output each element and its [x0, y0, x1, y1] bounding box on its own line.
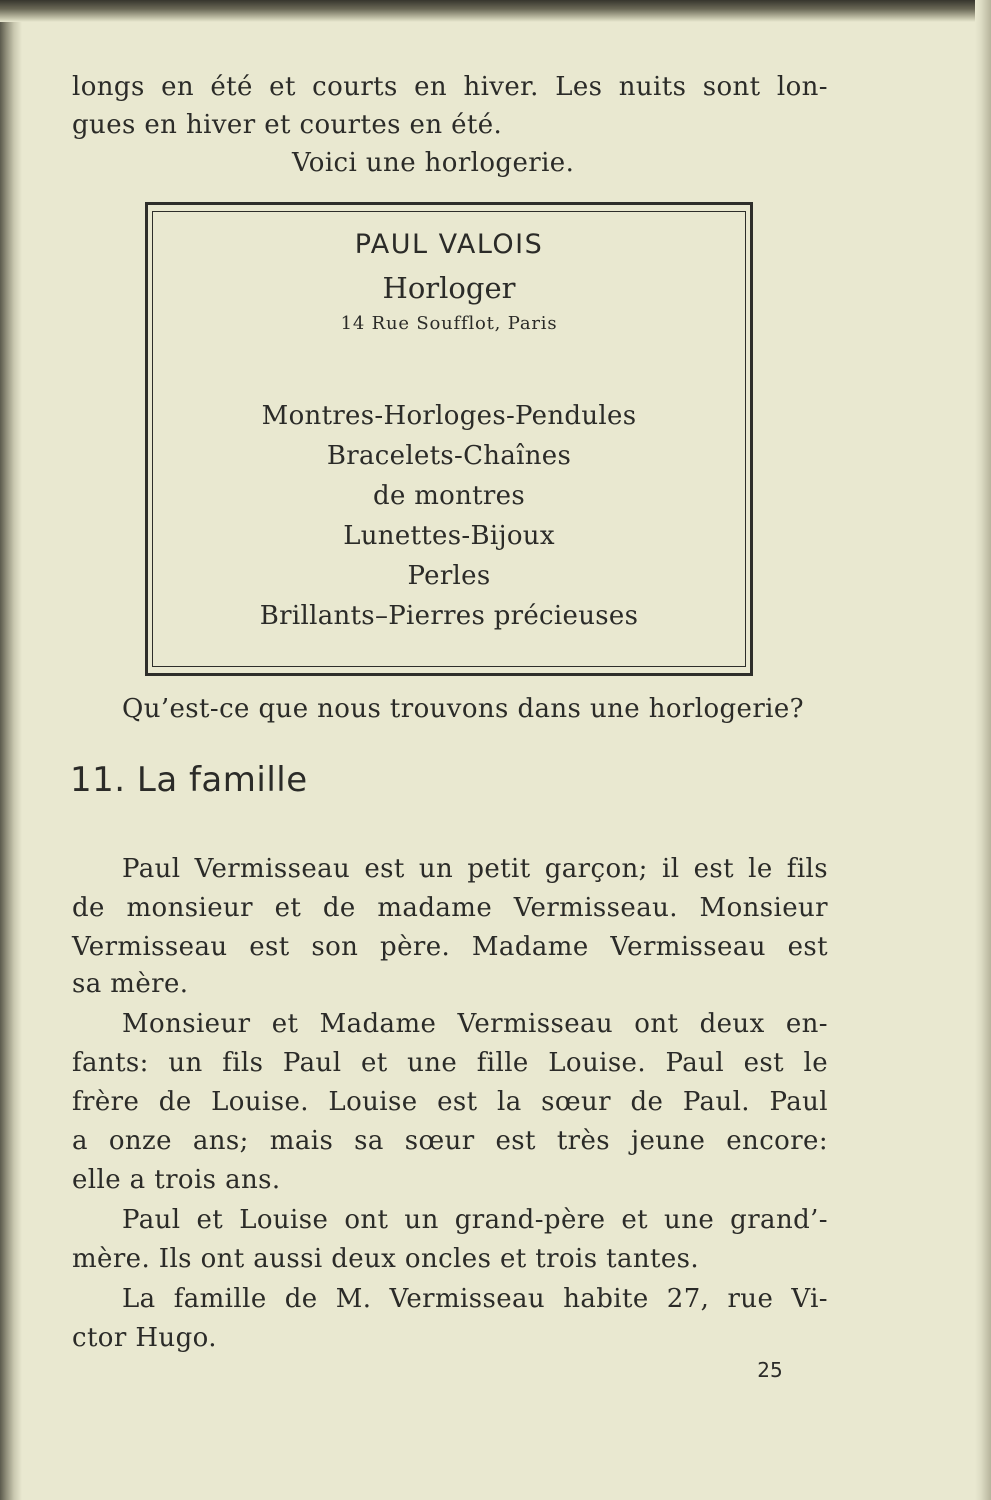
shop-trade: Horloger — [382, 271, 516, 305]
paragraph-line: fants: un fils Paul et une fille Louise. Paul est le — [72, 1048, 828, 1078]
paragraph-line: Vermisseau est son père. Madame Vermisseau est — [72, 932, 828, 962]
paragraph-line: Paul Vermisseau est un petit garçon; il est le fils — [122, 854, 828, 884]
shop-goods-line: de montres — [373, 481, 525, 511]
shop-goods-line: Lunettes-Bijoux — [343, 521, 555, 551]
shop-intro: Voici une horlogerie. — [292, 148, 575, 178]
paragraph-line: La famille de M. Vermisseau habite 27, rue Vi- — [122, 1284, 828, 1314]
page-gutter-shadow — [0, 0, 22, 1500]
shop-goods-line: Montres-Horloges-Pendules — [261, 401, 637, 431]
page-right-edge — [975, 0, 991, 1500]
continued-text-line-1: longs en été et courts en hiver. Les nuits sont lon- — [72, 72, 828, 102]
shop-goods-line: Brillants–Pierres précieuses — [259, 601, 639, 631]
paragraph-line: frère de Louise. Louise est la sœur de Paul. Paul — [72, 1087, 828, 1117]
page-number: 25 — [757, 1358, 783, 1382]
paragraph-line: de monsieur et de madame Vermisseau. Monsieur — [72, 893, 828, 923]
shop-goods-line: Perles — [407, 561, 491, 591]
continued-text-line-2: gues en hiver et courtes en été. — [72, 110, 503, 140]
paragraph-line: a onze ans; mais sa sœur est très jeune encore: — [72, 1126, 828, 1156]
paragraph-line: mère. Ils ont aussi deux oncles et trois tantes. — [72, 1244, 700, 1274]
question: Qu’est-ce que nous trouvons dans une horlogerie? — [122, 694, 804, 724]
shop-address: 14 Rue Soufflot, Paris — [340, 313, 558, 334]
paragraph-line: Paul et Louise ont un grand-père et une grand’- — [122, 1205, 828, 1235]
paragraph-line: sa mère. — [72, 969, 189, 999]
section-heading: 11. La famille — [70, 760, 308, 800]
paragraph-line: Monsieur et Madame Vermisseau ont deux en- — [122, 1009, 828, 1039]
shop-name: PAUL VALOIS — [354, 229, 544, 260]
shop-sign — [145, 202, 753, 676]
paragraph-line: elle a trois ans. — [72, 1165, 281, 1195]
page-top-edge — [0, 0, 991, 22]
paragraph-line: ctor Hugo. — [72, 1323, 217, 1353]
shop-goods-line: Bracelets-Chaînes — [326, 441, 572, 471]
